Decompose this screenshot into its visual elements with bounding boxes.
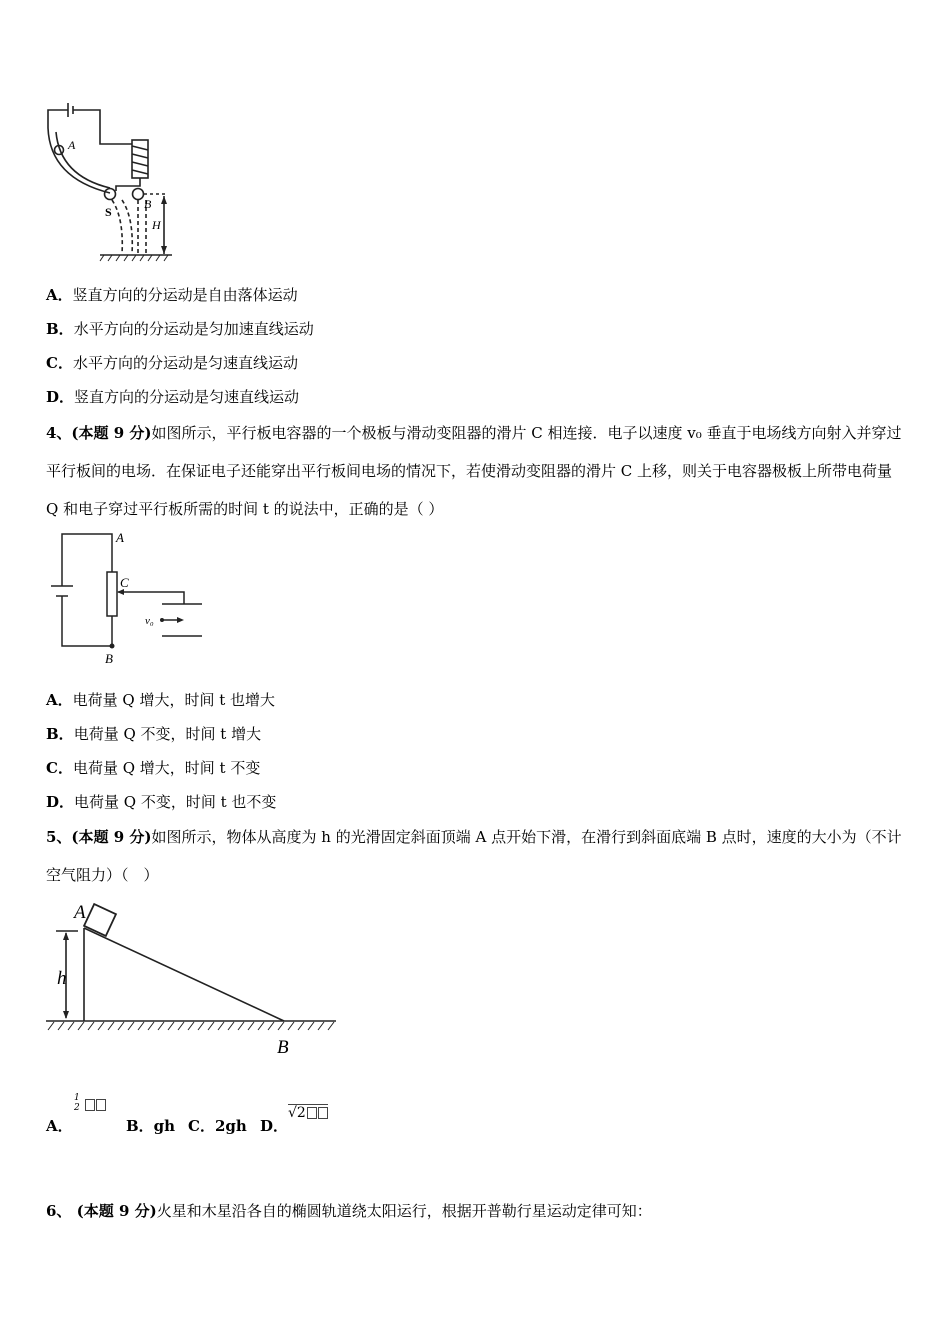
- q4-option-b: B．电荷量 Q 不变，时间 t 增大: [46, 725, 262, 743]
- q5-option-a-glyphs: [84, 1095, 106, 1113]
- q6-stem: 6、 (本题 9 分)火星和木星沿各自的椭圆轨道绕太阳运行，根据开普勒行星运动定律可知：: [46, 1202, 652, 1220]
- q5-option-c: C．2gh: [188, 1117, 247, 1135]
- label-c: C: [120, 575, 129, 590]
- label-a: A: [116, 530, 124, 545]
- q5-answer-row: [46, 1093, 406, 1145]
- q4-stem: 4、(本题 9 分)如图所示，平行板电容器的一个极板与滑动变阻器的滑片 C 相连接．电子以速度 v₀ 垂直于电场线方向射入并穿过平行板间的电场．在保证电子还能穿出平行板间电场的情况下，若使滑动变阻器的滑片 C 上移，则关于电容器极板上所带电荷量 Q 和电子穿过平行板所需的时间 t 的说法中，正确的是（ ）: [46, 424, 902, 518]
- label-b: B: [144, 197, 152, 211]
- figure-incline: [44, 898, 340, 1060]
- label-h: H: [152, 218, 161, 232]
- q5-option-a-fraction: 1 2: [74, 1093, 80, 1113]
- q5-stem: 5、(本题 9 分)如图所示，物体从高度为 h 的光滑固定斜面顶端 A 点开始下滑，在滑行到斜面底端 B 点时，速度的大小为（不计空气阻力）（ ）: [46, 828, 902, 884]
- label-a: A: [74, 902, 86, 923]
- figure-projectile-apparatus: [40, 98, 190, 263]
- q3-option-c: C．水平方向的分运动是匀速直线运动: [46, 354, 298, 372]
- label-s: S: [105, 205, 112, 219]
- q5-option-d-sqrt: √2: [288, 1104, 328, 1121]
- q5-option-a-letter: A．: [46, 1117, 73, 1135]
- label-v0: v₀: [145, 615, 154, 627]
- q3-option-d: D．竖直方向的分运动是匀速直线运动: [46, 388, 300, 406]
- label-b: B: [277, 1037, 289, 1058]
- q4-option-a: A．电荷量 Q 增大，时间 t 也增大: [46, 691, 276, 709]
- q4-option-d: D．电荷量 Q 不变，时间 t 也不变: [46, 793, 277, 811]
- q3-option-b: B．水平方向的分运动是匀加速直线运动: [46, 320, 314, 338]
- q5-option-d-letter: D．: [260, 1117, 289, 1135]
- q5-option-b: B．gh: [126, 1117, 176, 1135]
- label-b: B: [105, 651, 113, 666]
- q3-option-a: A．竖直方向的分运动是自由落体运动: [46, 286, 298, 304]
- label-h: h: [57, 968, 67, 989]
- q4-option-c: C．电荷量 Q 增大，时间 t 不变: [46, 759, 261, 777]
- label-a: A: [68, 138, 76, 152]
- figure-capacitor-circuit: [44, 526, 214, 668]
